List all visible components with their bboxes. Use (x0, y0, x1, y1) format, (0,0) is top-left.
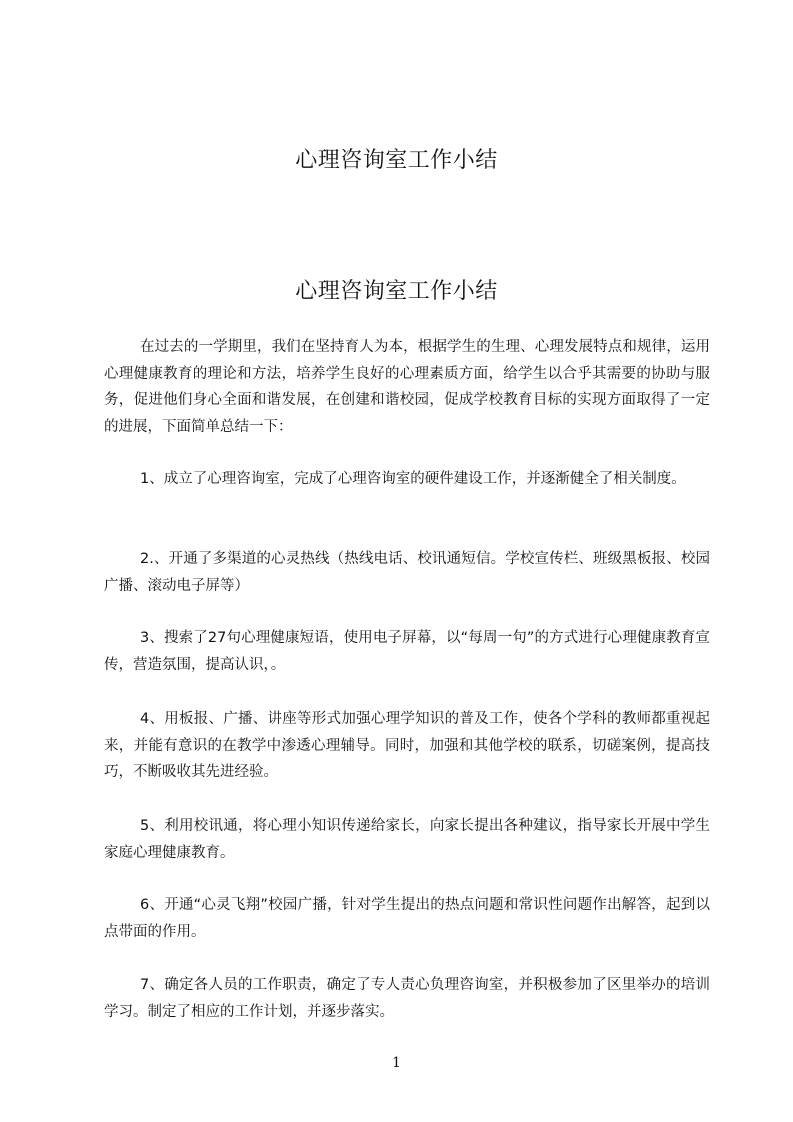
intro-paragraph: 在过去的一学期里，我们在坚持育人为本，根据学生的生理、心理发展特点和规律，运用心理健康教育的理论和方法，培养学生良好的心理素质方面，给学生以合乎其需要的协助与服务，促进他们身心全面和谐发展，在创建和谐校园，促成学校教育目标的实现方面取得了一定的进展，下面简单总结一下： (104, 339, 710, 435)
list-item-5: 5、利用校讯通，将心理小知识传递给家长，向家长提出各种建议，指导家长开展中学生家庭心理健康教育。 (104, 818, 710, 861)
list-item-2: 2.、开通了多渠道的心灵热线（热线电话、校讯通短信。学校宣传栏、班级黑板报、校园广播、滚动电子屏等） (104, 551, 710, 594)
list-item-6: 6、开通“心灵飞翔”校园广播，针对学生提出的热点问题和常识性问题作出解答，起到以点带面的作用。 (104, 897, 710, 940)
list-item-1: 1、成立了心理咨询室，完成了心理咨询室的硬件建设工作，并逐渐健全了相关制度。 (140, 471, 686, 487)
header-title: 心理咨询室工作小结 (295, 148, 498, 173)
page-number: 1 (392, 1055, 401, 1071)
document-title: 心理咨询室工作小结 (295, 279, 498, 304)
list-item-7: 7、确定各人员的工作职责，确定了专人责心负理咨询室，并积极参加了区里举办的培训学习。制定了相应的工作计划，并逐步落实。 (104, 977, 710, 1020)
list-item-3: 3、搜索了27句心理健康短语，使用电子屏幕，以“每周一句”的方式进行心理健康教育宣传，营造氛围，提高认识，。 (104, 630, 710, 673)
list-item-4: 4、用板报、广播、讲座等形式加强心理学知识的普及工作，使各个学科的教师都重视起来，并能有意识的在教学中渗透心理辅导。同时，加强和其他学校的联系，切磋案例，提高技巧，不断吸收其先进经验。 (104, 711, 710, 780)
